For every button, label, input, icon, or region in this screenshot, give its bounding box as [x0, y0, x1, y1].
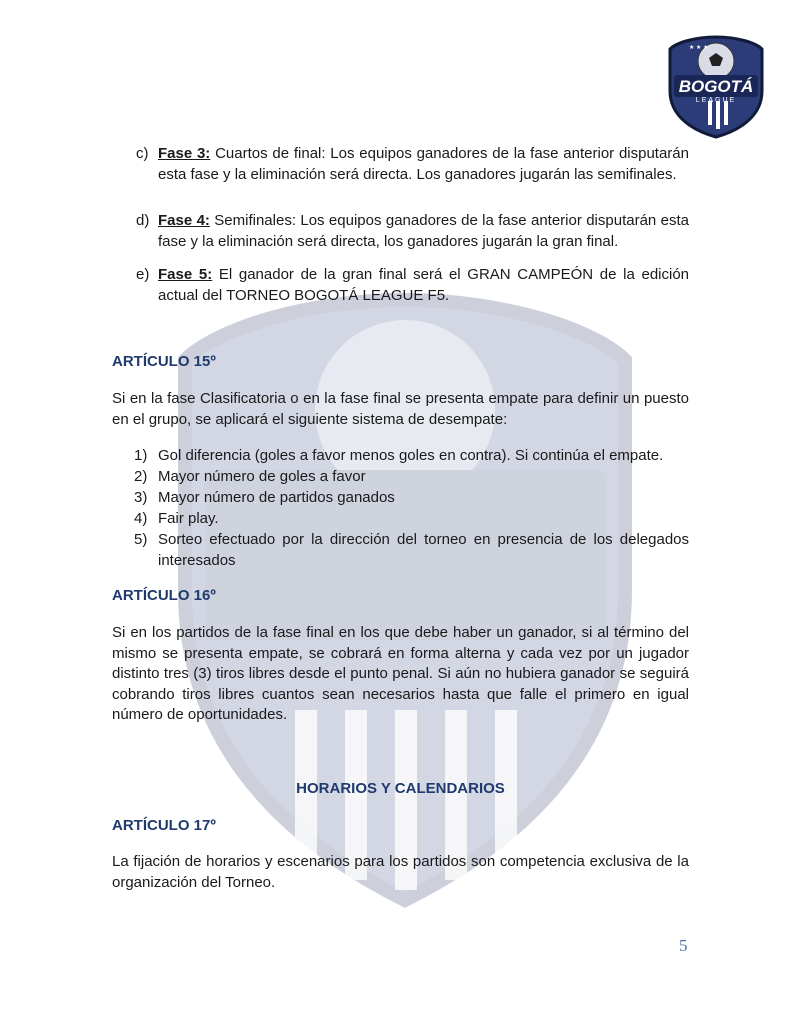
list-marker: e)	[136, 266, 150, 283]
article-15-paragraph: Si en la fase Clasificatoria o en la fase final se presenta empate para definir un puesto en el grupo, se aplicará el siguiente sistema de desempate:	[112, 390, 689, 428]
tiebreak-item-2	[112, 467, 689, 488]
tiebreak-text: Gol diferencia (goles a favor menos goles en contra). Si continúa el empate.	[158, 447, 664, 464]
phase-text: Semifinales: Los equipos ganadores de la fase anterior disputarán esta fase y la eliminación será directa, los ganadores jugarán la gran final.	[158, 212, 689, 250]
article-17-paragraph: La fijación de horarios y escenarios para los partidos son competencia exclusiva de la organización del Torneo.	[112, 853, 689, 891]
list-marker: d)	[136, 212, 150, 229]
article-15-heading: ARTÍCULO 15º	[112, 353, 216, 370]
phase-label: Fase 4:	[158, 212, 210, 229]
page-number: 5	[679, 936, 688, 955]
bogota-league-logo	[668, 35, 764, 139]
article-17-heading: ARTÍCULO 17º	[112, 817, 216, 834]
list-item-phase-3	[112, 144, 689, 185]
tiebreak-item-5	[112, 530, 689, 571]
list-marker: 3)	[134, 489, 148, 506]
article-16-paragraph: Si en los partidos de la fase final en los que debe haber un ganador, si al término del mismo se presenta empate, se cobrará en forma alterna y cada vez por un jugador distinto tres (3) tiros libres desde el punto penal. Si aún no hubiera ganador se seguirá cobrando tiros libres cuantos sean necesarios hasta que falle el primero en igual número de oportunidades.	[112, 624, 689, 723]
tiebreak-text: Fair play.	[158, 510, 219, 527]
list-marker: 4)	[134, 510, 148, 527]
phase-label: Fase 5:	[158, 266, 213, 283]
watermark-crest	[175, 290, 635, 910]
logo-sub-text: LEAGUE	[695, 97, 737, 104]
tiebreak-item-1	[112, 446, 689, 467]
list-item-phase-5	[112, 265, 689, 306]
tiebreak-text: Mayor número de partidos ganados	[158, 489, 395, 506]
list-marker: 2)	[134, 468, 148, 485]
phase-text: Cuartos de final: Los equipos ganadores de la fase anterior disputarán esta fase y la eliminación será directa. Los ganadores jugarán las semifinales.	[158, 145, 689, 183]
tiebreak-text: Sorteo efectuado por la dirección del torneo en presencia de los delegados interesados	[158, 531, 689, 569]
list-marker: 1)	[134, 447, 148, 464]
tiebreak-text: Mayor número de goles a favor	[158, 468, 366, 485]
list-marker: c)	[136, 145, 149, 162]
list-marker: 5)	[134, 531, 148, 548]
phase-label: Fase 3:	[158, 145, 211, 162]
phase-text: El ganador de la gran final será el GRAN CAMPEÓN de la edición actual del TORNEO BOGOTÁ LEAGUE F5.	[158, 266, 690, 304]
section-title: HORARIOS Y CALENDARIOS	[296, 780, 505, 797]
logo-main-text: BOGOTÁ	[678, 77, 754, 96]
tiebreak-item-4	[112, 509, 689, 530]
tiebreak-item-3	[112, 488, 689, 509]
article-16-heading: ARTÍCULO 16º	[112, 587, 216, 604]
svg-text:★ ★ ★: ★ ★ ★	[689, 45, 709, 51]
list-item-phase-4	[112, 211, 689, 252]
